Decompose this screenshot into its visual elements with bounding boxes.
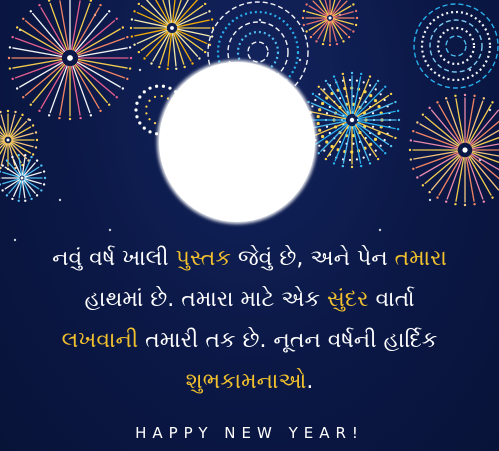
firework-pink <box>8 0 132 120</box>
message-highlight: સુંદર <box>326 287 369 312</box>
message-highlight: શુભકામનાઓ <box>185 369 307 394</box>
message-text: તમારી તક છે. નૂતન વર્ષની હાર્દિક <box>138 328 438 353</box>
message-text: . <box>306 369 314 394</box>
message-text: નવું વર્ષ ખાલી <box>52 246 176 271</box>
message-text: હાથમાં છે. તમારા માટે એક <box>84 287 327 312</box>
message-line-1 <box>0 238 499 279</box>
footer-tagline: HAPPY NEW YEAR! <box>135 424 364 442</box>
firework-blue-burst <box>304 72 400 168</box>
message-text: વાર્તા <box>368 287 415 312</box>
message-highlight: તમારા <box>394 246 447 271</box>
greeting-message <box>0 238 499 402</box>
message-text: જેવું છે, અને પેન <box>230 246 395 271</box>
firework-gold-top <box>130 0 214 70</box>
firework-left-blue <box>0 154 46 202</box>
message-line-4 <box>0 361 499 402</box>
message-line-2 <box>0 279 499 320</box>
message-highlight: લખવાની <box>61 328 139 353</box>
firework-orange-right <box>409 94 499 206</box>
firework-orange-top <box>302 0 358 46</box>
message-highlight: પુસ્તક <box>175 246 231 271</box>
firework-blue-rings <box>414 4 498 88</box>
photo-placeholder-circle[interactable] <box>159 62 315 222</box>
message-line-3 <box>0 320 499 361</box>
